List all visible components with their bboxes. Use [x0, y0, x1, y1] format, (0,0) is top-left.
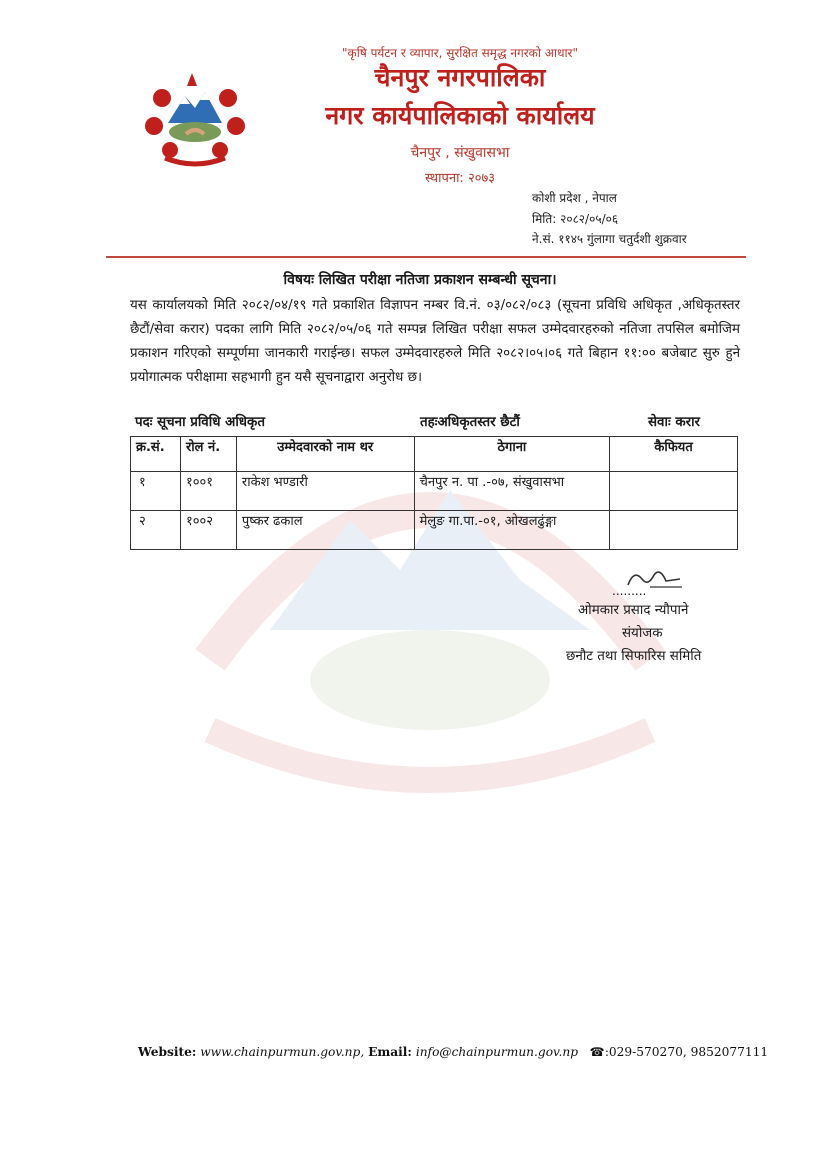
cell-serial: २ — [131, 511, 181, 550]
cell-roll: १००२ — [180, 511, 236, 550]
province-line: कोशी प्रदेश , नेपाल — [532, 191, 617, 205]
municipal-slogan: "कृषि पर्यटन र व्यापार, सुरक्षित समृद्ध नगरको आधार" — [342, 46, 578, 60]
level-label: तहःअधिकृतस्तर छैटौं — [420, 415, 520, 430]
cell-remarks — [610, 472, 738, 511]
post-label: पदः सूचना प्रविधि अधिकृत — [135, 415, 265, 430]
column-header-address: ठेगाना — [414, 437, 610, 472]
established-year: स्थापना: २०७३ — [425, 171, 495, 186]
signer-role: संयोजक — [622, 626, 663, 641]
column-header-name: उम्मेदवारको नाम थर — [236, 437, 414, 472]
cell-address: मेलुङ गा.पा.-०१, ओखलढुंङ्गा — [414, 511, 610, 550]
cell-roll: १००१ — [180, 472, 236, 511]
table-header-row — [131, 437, 738, 472]
cell-remarks — [610, 511, 738, 550]
date-line: मिति: २०८२/०५/०६ — [532, 212, 619, 226]
signer-name: ओमकार प्रसाद न्यौपाने — [578, 603, 689, 618]
table-row — [131, 511, 738, 550]
results-table — [130, 436, 738, 550]
cell-name: पुष्कर ढकाल — [236, 511, 414, 550]
cell-name: राकेश भण्डारी — [236, 472, 414, 511]
website-link[interactable]: www.chainpurmun.gov.np, — [200, 1045, 365, 1059]
header-divider — [106, 256, 746, 258]
notice-subject: विषयः लिखित परीक्षा नतिजा प्रकाशन सम्बन्धी सूचना। — [283, 272, 557, 288]
column-header-serial: क्र.सं. — [131, 437, 181, 472]
website-label: Website: — [138, 1045, 197, 1059]
email-label: Email: — [368, 1045, 412, 1059]
notice-body: यस कार्यालयको मिति २०८२/०४/१९ गते प्रकाशित विज्ञापन नम्बर वि.नं. ०३/०८२/०८३ (सूचना प्रविधि अधिकृत ,अधिकृतस्तर छैटौं/सेवा करार) पदका लागि मिति २०८२/०५/०६ गते सम्पन्न लिखित परीक्षा सफल उम्मेदवारहरुको नतिजा तपसिल बमोजिम प्रकाशन गरिएको सम्पूर्णमा जानकारी गराईन्छ। सफल उम्मेदवारहरुले मिति २०८२।०५।०६ गते बिहान ११:०० बजेबाट सुरु हुने प्रयोगात्मक परीक्षामा सहभागी हुन यसै सूचनाद्वारा अनुरोध छ। — [130, 298, 740, 385]
cell-serial: १ — [131, 472, 181, 511]
signature-line: ......... — [612, 584, 647, 598]
email-link[interactable]: info@chainpurmun.gov.np — [415, 1045, 578, 1059]
table-row — [131, 472, 738, 511]
column-header-roll: रोल नं. — [180, 437, 236, 472]
office-location: चैनपुर , संखुवासभा — [410, 145, 510, 161]
phone-icon: ☎ — [589, 1045, 605, 1059]
municipality-name: चैनपुर नगरपालिका — [374, 63, 546, 92]
nepal-sambat-date: ने.सं. ११४५ गुंलागा चतुर्दशी शुक्रवार — [532, 232, 687, 246]
phone-numbers: :029-570270, 9852077111 — [604, 1045, 769, 1059]
cell-address: चैनपुर न. पा .-०७, संखुवासभा — [414, 472, 610, 511]
column-header-remarks: कैफियत — [610, 437, 738, 472]
office-name: नगर कार्यपालिकाको कार्यालय — [325, 101, 595, 130]
signer-committee: छनौट तथा सिफारिस समिति — [566, 649, 702, 664]
footer-contact — [138, 1045, 768, 1059]
service-label: सेवाः करार — [648, 415, 701, 430]
